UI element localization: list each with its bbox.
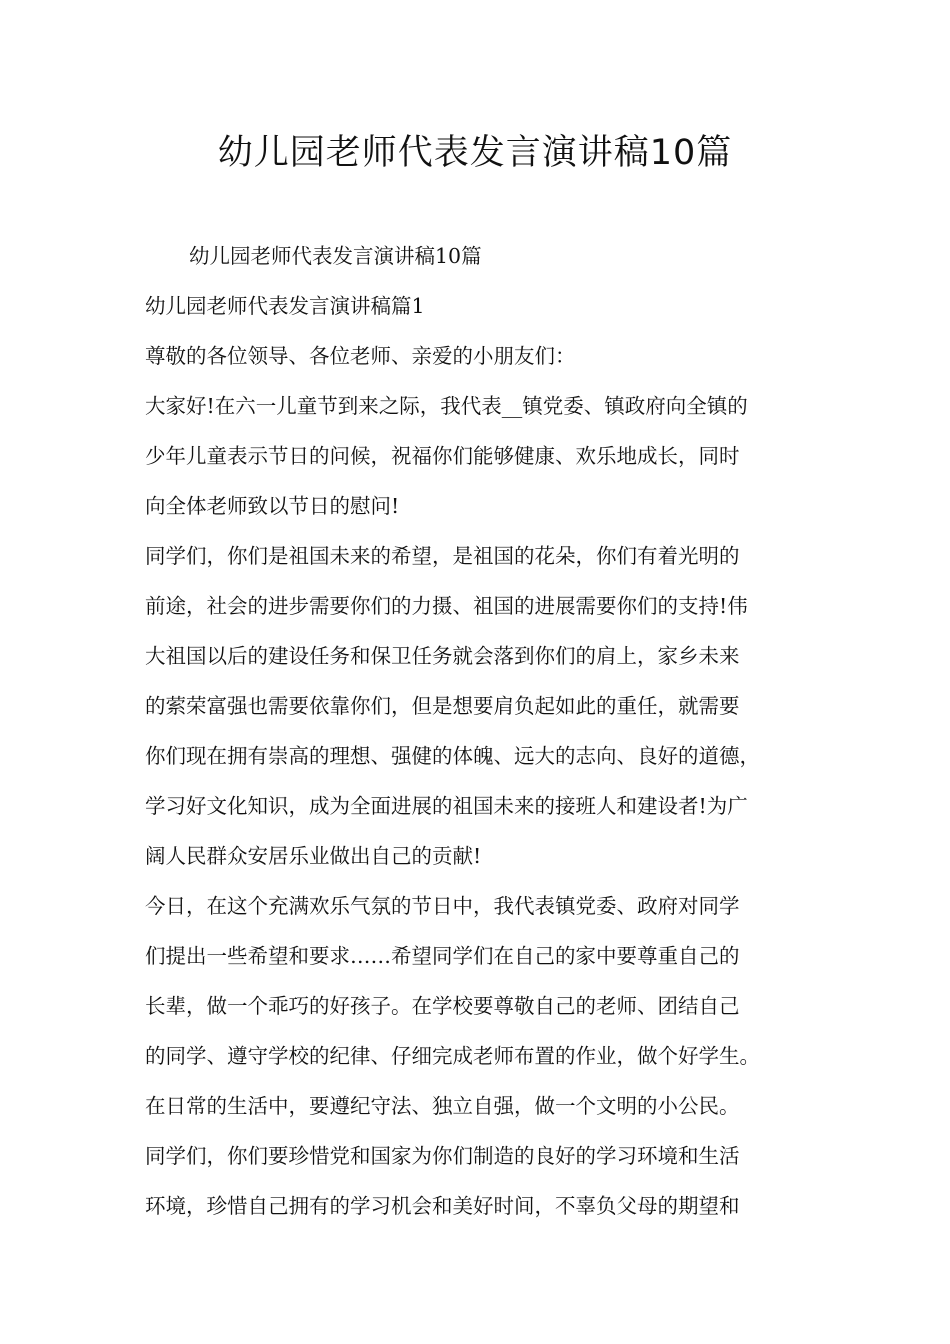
paragraph-line: 今日，在这个充满欢乐气氛的节日中，我代表镇党委、政府对同学 — [145, 894, 740, 918]
document-title: 幼儿园老师代表发言演讲稿10篇 — [217, 133, 733, 173]
paragraph-line: 的同学、遵守学校的纪律、仔细完成老师布置的作业，做个好学生。 — [145, 1044, 760, 1068]
paragraph-line: 大祖国以后的建设任务和保卫任务就会落到你们的肩上，家乡未来 — [145, 644, 740, 668]
paragraph-line: 你们现在拥有崇高的理想、强健的体魄、远大的志向、良好的道德， — [145, 744, 760, 768]
paragraph-line: 的萦荣富强也需要依靠你们，但是想要肩负起如此的重任，就需要 — [145, 694, 740, 718]
subtitle-line: 幼儿园老师代表发言演讲稿10篇 — [189, 244, 482, 268]
document-body — [145, 231, 825, 1231]
paragraph-line: 环境，珍惜自己拥有的学习机会和美好时间，不辜负父母的期望和 — [145, 1194, 740, 1218]
paragraph-line: 同学们，你们是祖国未来的希望，是祖国的花朵，你们有着光明的 — [145, 544, 740, 568]
paragraph-line: 向全体老师致以节日的慰问! — [145, 494, 400, 518]
paragraph-line: 学习好文化知识，成为全面进展的祖国未来的接班人和建设者!为广 — [145, 794, 748, 818]
paragraph-line: 们提出一些希望和要求……希望同学们在自己的家中要尊重自己的 — [145, 944, 740, 968]
salutation-line: 尊敬的各位领导、各位老师、亲爱的小朋友们： — [145, 344, 576, 368]
paragraph-line: 大家好!在六一儿童节到来之际，我代表__镇党委、镇政府向全镇的 — [145, 394, 748, 418]
paragraph-line: 长辈，做一个乖巧的好孩子。在学校要尊敬自己的老师、团结自己 — [145, 994, 740, 1018]
section-heading: 幼儿园老师代表发言演讲稿篇1 — [145, 294, 425, 318]
paragraph-line: 前途，社会的进步需要你们的力摄、祖国的进展需要你们的支持!伟 — [145, 594, 748, 618]
paragraph-line: 在日常的生活中，要遵纪守法、独立自强，做一个文明的小公民。 — [145, 1094, 740, 1118]
paragraph-line: 少年儿童表示节日的问候，祝福你们能够健康、欢乐地成长，同时 — [145, 444, 740, 468]
paragraph-line: 阔人民群众安居乐业做出自己的贡献! — [145, 844, 482, 868]
paragraph-line: 同学们，你们要珍惜党和国家为你们制造的良好的学习环境和生活 — [145, 1144, 740, 1168]
